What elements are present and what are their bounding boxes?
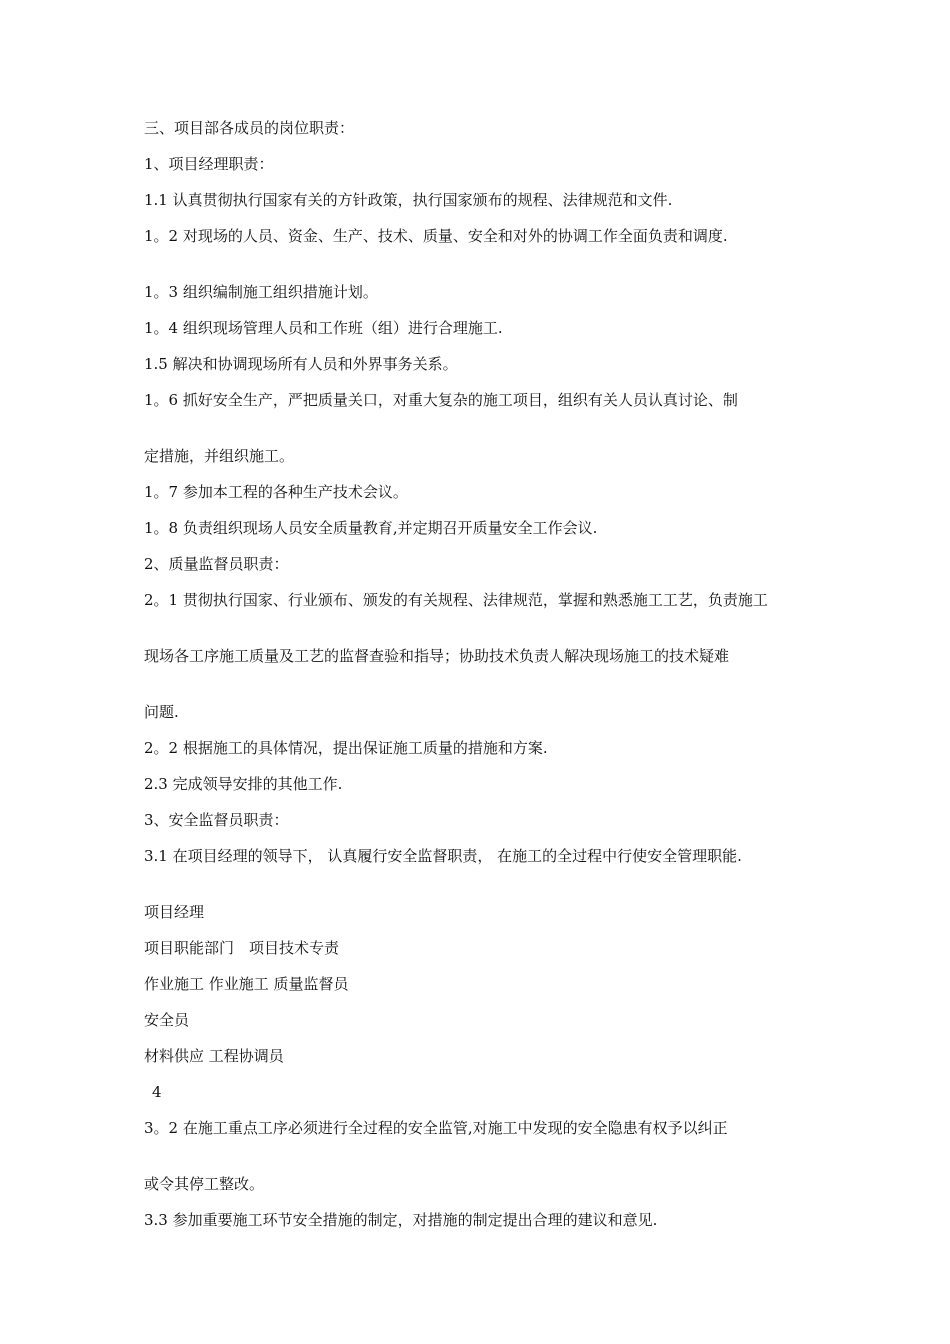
paragraph: 1。8 负责组织现场人员安全质量教育,并定期召开质量安全工作会议. [144,519,598,537]
paragraph: 1.1 认真贯彻执行国家有关的方针政策，执行国家颁布的规程、法律规范和文件. [144,191,673,209]
org-chart-text: 项目经理 [144,903,205,921]
paragraph: 1.5 解决和协调现场所有人员和外界事务关系。 [144,355,458,373]
org-chart-text: 项目职能部门 项目技术专责 [144,939,340,957]
paragraph: 3。2 在施工重点工序必须进行全过程的安全监管,对施工中发现的安全隐患有权予以纠正 [144,1119,728,1137]
paragraph: 3.3 参加重要施工环节安全措施的制定，对措施的制定提出合理的建议和意见. [144,1211,658,1229]
paragraph: 1。6 抓好安全生产，严把质量关口，对重大复杂的施工项目，组织有关人员认真讨论、制 [144,391,738,409]
paragraph: 1。4 组织现场管理人员和工作班（组）进行合理施工. [144,319,503,337]
paragraph: 1。2 对现场的人员、资金、生产、技术、质量、安全和对外的协调工作全面负责和调度. [144,227,728,245]
paragraph: 2.3 完成领导安排的其他工作. [144,775,343,793]
paragraph: 1。7 参加本工程的各种生产技术会议。 [144,483,408,501]
paragraph: 1。3 组织编制施工组织措施计划。 [144,283,378,301]
org-chart-text: 安全员 [144,1011,190,1029]
paragraph: 现场各工序施工质量及工艺的监督查验和指导；协助技术负责人解决现场施工的技术疑难 [144,647,730,665]
org-chart-text: 材料供应 工程协调员 [144,1047,284,1065]
paragraph: 问题. [144,703,179,721]
subsection-heading: 1、项目经理职责： [144,155,274,173]
paragraph: 3.1 在项目经理的领导下， 认真履行安全监督职责， 在施工的全过程中行使安全管理职能. [144,847,742,865]
org-chart-text: 作业施工 作业施工 质量监督员 [144,975,349,993]
paragraph: 定措施，并组织施工。 [144,447,295,465]
subsection-heading: 2、质量监督员职责： [144,555,289,573]
page-number: 4 [152,1083,162,1101]
paragraph: 2。1 贯彻执行国家、行业颁布、颁发的有关规程、法律规范，掌握和熟悉施工工艺，负责施工 [144,591,768,609]
paragraph: 或令其停工整改。 [144,1175,265,1193]
section-heading: 三、项目部各成员的岗位职责： [144,119,355,137]
subsection-heading: 3、安全监督员职责： [144,811,289,829]
paragraph: 2。2 根据施工的具体情况，提出保证施工质量的措施和方案. [144,739,548,757]
